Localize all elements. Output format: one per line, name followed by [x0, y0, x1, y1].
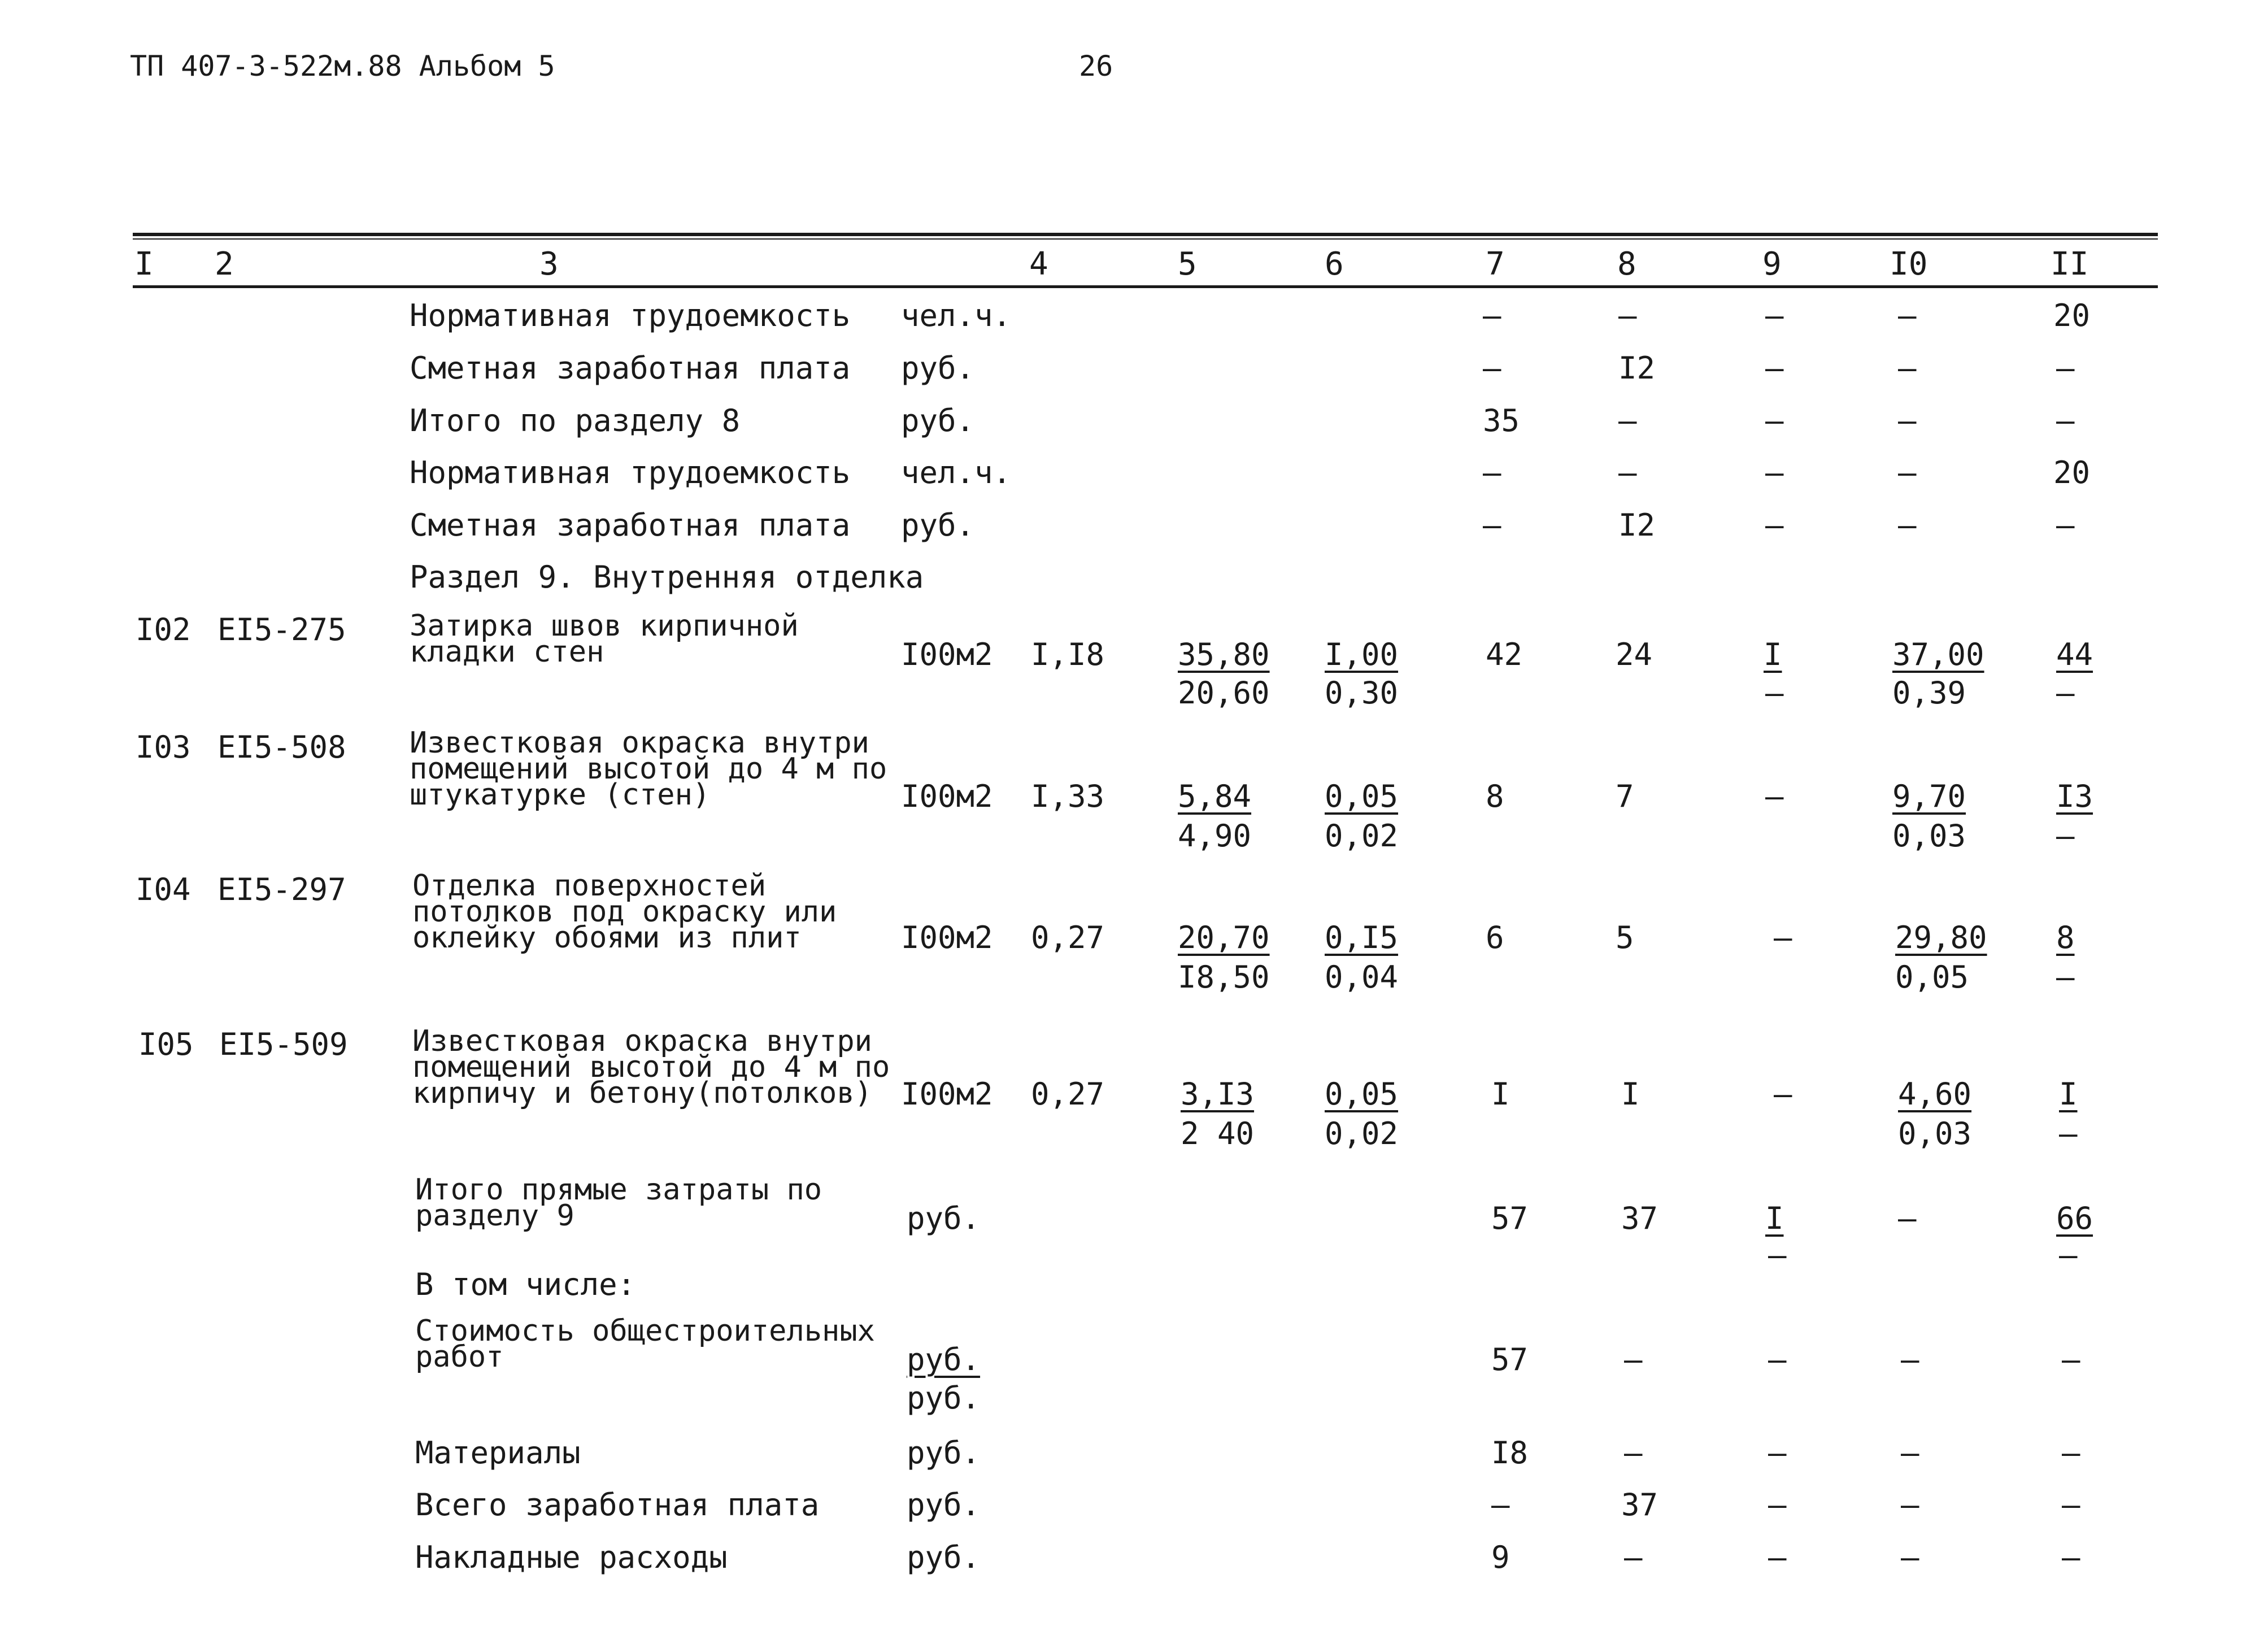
cell-col11: – — [2062, 1342, 2080, 1377]
cell-col10-bottom: 0,39 — [1892, 675, 1966, 711]
cell-col10: – — [1901, 1435, 1919, 1471]
row-description: Итого по разделу 8 — [410, 403, 741, 438]
cell-col7: I — [1491, 1076, 1510, 1112]
row-description: Затирка швов кирпичной кладки стен — [410, 609, 799, 669]
cell-col6-bottom: 0,02 — [1325, 818, 1399, 854]
column-header-8: 8 — [1617, 246, 1636, 282]
column-header-9: 9 — [1762, 246, 1782, 282]
row-description: Всего заработная плата — [415, 1487, 820, 1523]
cell-col8: – — [1618, 403, 1637, 438]
cell-col7: – — [1483, 350, 1501, 386]
table-top-rule — [133, 233, 2158, 236]
cell-col6-bottom: 0,02 — [1325, 1116, 1399, 1151]
cell-col6-top: 0,I5 — [1325, 920, 1399, 955]
cell-col9: – — [1768, 1540, 1787, 1575]
cell-col6-bottom: 0,04 — [1325, 959, 1399, 995]
cell-col9: – — [1765, 298, 1784, 333]
cell-col9: – — [1765, 350, 1784, 386]
column-header-4: 4 — [1029, 246, 1048, 282]
cell-col5-bottom: 20,60 — [1178, 675, 1270, 711]
cell-col7: 42 — [1486, 637, 1523, 672]
column-header-3: 3 — [539, 246, 559, 282]
row-unit: I00м2 — [901, 779, 993, 814]
row-code: EI5-509 — [219, 1027, 348, 1062]
row-code: EI5-508 — [217, 729, 346, 765]
row-code: EI5-297 — [217, 872, 346, 907]
cell-col10: – — [1898, 350, 1917, 386]
table-header-rule — [133, 285, 2158, 288]
row-unit: руб. — [907, 1487, 981, 1523]
cell-col11: – — [2056, 350, 2075, 386]
cell-col10-top: 9,70 — [1892, 779, 1966, 814]
cell-col10: – — [1901, 1540, 1919, 1575]
cell-col11: 20 — [2053, 298, 2091, 333]
row-description: Нормативная трудоемкость — [410, 455, 851, 490]
cell-col10-bottom: 0,05 — [1895, 959, 1969, 995]
cell-col5-top: 20,70 — [1178, 920, 1270, 955]
row-description: Стоимость общестроительных работ — [415, 1314, 875, 1374]
row-number: I02 — [136, 612, 191, 647]
cell-col7: 9 — [1491, 1540, 1510, 1575]
cell-col10: – — [1898, 298, 1917, 333]
cell-col5-top: 35,80 — [1178, 637, 1270, 672]
cell-col7: I8 — [1491, 1435, 1529, 1471]
cell-col9: – — [1765, 403, 1784, 438]
column-header-10: I0 — [1890, 246, 1928, 282]
cell-col8: 5 — [1616, 920, 1634, 955]
row-description: Итого прямые затраты по разделу 9 — [415, 1173, 822, 1233]
cell-col7: – — [1483, 455, 1501, 490]
cell-col6-top: 0,05 — [1325, 1076, 1399, 1112]
cell-col10-top: 37,00 — [1892, 637, 1984, 672]
cell-col10-top: 29,80 — [1895, 920, 1987, 955]
cell-col9-bottom: – — [1768, 1237, 1787, 1273]
column-header-7: 7 — [1486, 246, 1505, 282]
row-description: Сметная заработная плата — [410, 350, 851, 386]
cell-col9: – — [1774, 920, 1792, 955]
column-header-2: 2 — [215, 246, 234, 282]
cell-col9: – — [1765, 779, 1784, 814]
row-description: Сметная заработная плата — [410, 507, 851, 543]
cell-col7: 6 — [1486, 920, 1504, 955]
row-number: I04 — [136, 872, 191, 907]
cell-col11: 20 — [2053, 455, 2091, 490]
section-heading: Раздел 9. Внутренняя отделка — [410, 559, 924, 595]
cell-col7: – — [1491, 1487, 1510, 1523]
row-unit: руб. — [901, 350, 975, 386]
cell-col6-top: 0,05 — [1325, 779, 1399, 814]
cell-col11-bottom: – — [2056, 959, 2075, 995]
cell-col5-bottom: I8,50 — [1178, 959, 1270, 995]
cell-col6-top: I,00 — [1325, 637, 1399, 672]
cell-col10-top: 4,60 — [1898, 1076, 1972, 1112]
cell-col8: I2 — [1618, 350, 1656, 386]
cell-col5-top: 3,I3 — [1181, 1076, 1255, 1112]
cell-col11: – — [2062, 1435, 2080, 1471]
page-number: 26 — [1079, 50, 1113, 82]
row-unit: I00м2 — [901, 1076, 993, 1112]
row-description: Материалы — [415, 1435, 581, 1471]
cell-col8: – — [1624, 1342, 1643, 1377]
cell-col11-top: 66 — [2056, 1201, 2093, 1236]
cell-col5-bottom: 4,90 — [1178, 818, 1252, 854]
cell-col8: I2 — [1618, 507, 1656, 543]
column-header-1: I — [134, 246, 154, 282]
cell-col7: – — [1483, 507, 1501, 543]
cell-col8: – — [1624, 1435, 1643, 1471]
cell-col10-bottom: 0,03 — [1898, 1116, 1972, 1151]
row-unit: руб. — [907, 1201, 981, 1236]
cell-col10: – — [1898, 403, 1917, 438]
cell-col10: – — [1898, 455, 1917, 490]
cell-col5-top: 5,84 — [1178, 779, 1252, 814]
cell-col9: – — [1768, 1435, 1787, 1471]
table-top-rule-thin — [133, 238, 2158, 240]
row-unit: чел.ч. — [901, 298, 1012, 333]
cell-col11-top: I — [2059, 1076, 2078, 1112]
subheading: В том числе: — [415, 1267, 636, 1302]
cell-col8: 37 — [1621, 1487, 1658, 1523]
cell-col8: – — [1624, 1540, 1643, 1575]
cell-col11: – — [2062, 1487, 2080, 1523]
row-unit-top: руб. — [907, 1342, 981, 1377]
column-header-6: 6 — [1325, 246, 1344, 282]
row-unit: I00м2 — [901, 637, 993, 672]
row-quantity: I,I8 — [1031, 637, 1105, 672]
cell-col8: – — [1618, 298, 1637, 333]
row-quantity: 0,27 — [1031, 1076, 1105, 1112]
row-quantity: I,33 — [1031, 779, 1105, 814]
cell-col11-top: I3 — [2056, 779, 2093, 814]
row-description: Известковая окраска внутри помещений высотой до 4 м по кирпичу и бетону(потолков) — [412, 1024, 890, 1110]
cell-col11: – — [2056, 507, 2075, 543]
cell-col9: – — [1774, 1076, 1792, 1112]
cell-col9: – — [1768, 1487, 1787, 1523]
row-description: Известковая окраска внутри помещений высотой до 4 м по штукатурке (стен) — [410, 726, 887, 812]
row-description: Отделка поверхностей потолков под окраску или оклейку обоями из плит — [412, 869, 837, 955]
cell-col9: – — [1768, 1342, 1787, 1377]
column-header-5: 5 — [1178, 246, 1197, 282]
row-unit: руб. — [907, 1435, 981, 1471]
cell-col8: 7 — [1616, 779, 1634, 814]
row-unit-bottom: руб. — [907, 1380, 981, 1416]
cell-col8: – — [1618, 455, 1637, 490]
cell-col5-bottom: 2 40 — [1181, 1116, 1255, 1151]
cell-col9-bottom: – — [1765, 675, 1784, 711]
cell-col9-top: I — [1764, 637, 1782, 672]
cell-col7: 35 — [1483, 403, 1520, 438]
cell-col10: – — [1901, 1487, 1919, 1523]
cell-col11-bottom: – — [2056, 675, 2075, 711]
cell-col7: 8 — [1486, 779, 1504, 814]
cell-col8: 37 — [1621, 1201, 1658, 1236]
cell-col7: – — [1483, 298, 1501, 333]
cell-col8: 24 — [1616, 637, 1653, 672]
row-unit: руб. — [901, 403, 975, 438]
cell-col10: – — [1898, 1201, 1917, 1236]
cell-col10-bottom: 0,03 — [1892, 818, 1966, 854]
cell-col11: – — [2056, 403, 2075, 438]
column-header-11: II — [2051, 246, 2089, 282]
row-description: Нормативная трудоемкость — [410, 298, 851, 333]
row-unit: руб. — [907, 1540, 981, 1575]
cell-col9: – — [1765, 507, 1784, 543]
cell-col11: – — [2062, 1540, 2080, 1575]
cell-col8: I — [1621, 1076, 1640, 1112]
cell-col7: 57 — [1491, 1342, 1529, 1377]
cell-col11-top: 44 — [2056, 637, 2093, 672]
row-code: EI5-275 — [217, 612, 346, 647]
row-number: I03 — [136, 729, 191, 765]
cell-col11-bottom: – — [2056, 818, 2075, 854]
cell-col7: 57 — [1491, 1201, 1529, 1236]
row-unit: I00м2 — [901, 920, 993, 955]
row-quantity: 0,27 — [1031, 920, 1105, 955]
cell-col9-top: I — [1765, 1201, 1784, 1236]
row-unit: чел.ч. — [901, 455, 1012, 490]
document-header: ТП 407-3-522м.88 Альбом 5 — [130, 50, 555, 82]
cell-col9: – — [1765, 455, 1784, 490]
row-description: Накладные расходы — [415, 1540, 728, 1575]
row-number: I05 — [138, 1027, 194, 1062]
cell-col6-bottom: 0,30 — [1325, 675, 1399, 711]
cell-col11-bottom: – — [2059, 1237, 2078, 1273]
cell-col11-bottom: – — [2059, 1116, 2078, 1151]
cell-col10: – — [1898, 507, 1917, 543]
cell-col11-top: 8 — [2056, 920, 2075, 955]
cell-col10: – — [1901, 1342, 1919, 1377]
row-unit: руб. — [901, 507, 975, 543]
